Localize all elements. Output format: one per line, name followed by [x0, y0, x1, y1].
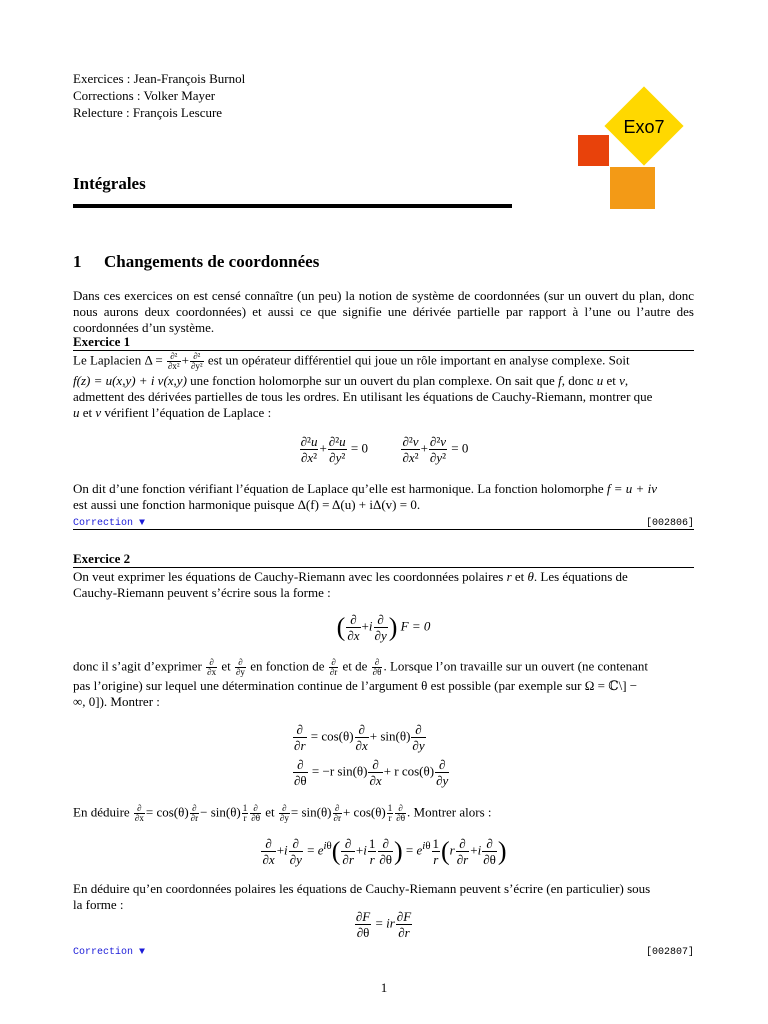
- ex2-line-1-end: . Les équations de: [533, 569, 628, 584]
- eq-v-zero: = 0: [451, 440, 469, 456]
- laplacian-frac-x: ∂² ∂x²: [167, 351, 180, 371]
- ex2-et: et: [514, 569, 525, 584]
- cauchy-riemann-operator: ( $\frac{\partial}{\partial x}$ +i $\frac{\partial}{\partial y}$ ) F = 0: [336, 612, 431, 643]
- frac-d-dr-big: $\frac{\partial}{\partial r}$: [294, 722, 306, 753]
- ex2-final-line-2: la forme :: [73, 897, 124, 912]
- credit-corrections: Corrections : Volker Mayer: [73, 88, 216, 103]
- ex2-line-4: pas l’origine) sur lequel une détermination continue de l’argument θ est possible (par exemple sur Ω = ℂ\] −: [73, 678, 638, 693]
- section-heading: [73, 254, 319, 270]
- frac-d2u-dy2: $\frac{\text{∂²u}}{\text{∂y²}}$: [328, 434, 346, 465]
- eq-F-zero: F = 0: [400, 618, 431, 634]
- credit-review: Relecture : François Lescure: [73, 105, 223, 120]
- ex1-comma: ,: [624, 373, 629, 388]
- ex2-d7: . Montrer alors :: [407, 804, 492, 820]
- polar-derivative-eq-2: [292, 757, 450, 788]
- ex1-var-f: f: [558, 373, 562, 388]
- ex2-m1b: et: [221, 658, 231, 674]
- ex1-line-1-text: est un opérateur différentiel qui joue un rôle important en analyse complexe. Soit: [207, 352, 630, 368]
- credit-exercises: Exercices : Jean-François Burnol: [73, 71, 246, 86]
- ex1-line-2: [73, 373, 694, 389]
- small-frac-d-dr: ∂ ∂r: [329, 657, 338, 677]
- ex1-var-v2: v: [95, 405, 102, 420]
- sf-dth2: ∂ ∂θ: [396, 803, 406, 823]
- frac-d-dy: $\frac{\partial}{\partial y}$: [374, 612, 387, 643]
- sf-1r2: $\frac{1}{r}$: [387, 803, 393, 823]
- ex1-line-1: Le Laplacien Δ = ∂² ∂x² + ∂² ∂y² est un opérateur différentiel qui joue un rôle important en analyse complexe. Soit: [73, 351, 630, 371]
- frac-d-dy-r1: $\frac{\partial}{\partial y}$: [412, 722, 425, 753]
- pf-dr2: $\frac{\partial}{\partial r}$: [456, 836, 469, 867]
- ex2-d1: En déduire: [73, 804, 130, 820]
- exercise-2-rule: [73, 567, 694, 568]
- small-frac-d-dtheta: ∂ ∂θ: [372, 657, 382, 677]
- ex1-et2: et: [82, 405, 93, 420]
- sf-1r: $\frac{1}{r}$: [242, 803, 248, 823]
- section-title: Changements de coordonnées: [104, 252, 320, 271]
- frac-d2v-dy2: $\frac{\text{∂²v}}{\text{∂y²}}$: [429, 434, 447, 465]
- ex2-m1e: . Lorsque l’on travaille sur un ouvert (ne contenant: [383, 658, 649, 674]
- frac-d-dx: $\frac{\partial}{\partial x}$: [347, 612, 360, 643]
- ex2-correction-link[interactable]: Correction ▼: [73, 947, 146, 958]
- exercise-1-rule: [73, 350, 694, 351]
- ex2-final-line-1: En déduire qu’en coordonnées polaires les équations de Cauchy-Riemann peuvent s’écrire (en particulier) sous: [73, 881, 651, 896]
- laplace-equations: $\frac{\text{∂²u}}{\text{∂x²}}$ + $\frac{\text{∂²u}}{\text{∂y²}}$ = 0 $\frac{\text{∂²v}}{\text{∂x²}}$ + $\frac{\text{∂²v}}{\text{∂y²}}$ = 0: [300, 434, 469, 465]
- ex1-correction-link[interactable]: Correction ▼: [73, 518, 146, 529]
- pf-dx: $\frac{\partial}{\partial x}$: [262, 836, 275, 867]
- ex1-var-u: u: [596, 373, 604, 388]
- intro-paragraph: Dans ces exercices on est censé connaître (un peu) la notion de système de coordonnées (sur un ouvert du plan, donc nous aurons deux coordonnées) et aussi ce que signifie une dérivée partielle par rapport à l’une ou l’autre des coordonnées d’un système.: [73, 288, 694, 335]
- ex2-d2: = cos(θ): [145, 804, 189, 820]
- ex2-id: [002807]: [645, 947, 694, 958]
- polar-cr-identity: $\frac{\partial}{\partial x}$ +i $\frac{\partial}{\partial y}$ = $e^{i\theta}$( $\frac{\partial}{\partial r}$ +i $\frac{1}{r}$ $\frac{\partial}{\partial\theta}$ ) = $e^{i\theta}$ $\frac{1}{r}$ (r $\frac{\partial}{\partial r}$ +i $\frac{\partial}{\partial\theta}$ ): [262, 836, 507, 867]
- ff-dF-dth: $\frac{\partial F}{\partial\theta}$: [355, 909, 371, 940]
- page-number: 1: [380, 980, 388, 995]
- ex1-line-4: [73, 405, 694, 421]
- pf-dy: $\frac{\partial}{\partial y}$: [289, 836, 302, 867]
- polar-cr-equation: $\frac{\partial F}{\partial\theta}$ = ir $\frac{\partial F}{\partial r}$: [355, 909, 412, 940]
- frac-d2v-dx2: $\frac{\text{∂²v}}{\text{∂x²}}$: [402, 434, 419, 465]
- pf-dth2: $\frac{\partial}{\partial\theta}$: [483, 836, 496, 867]
- polar-derivative-eq-1: [292, 722, 427, 753]
- pf-1r2: $\frac{1}{r}$: [432, 836, 439, 867]
- frac-d-dx-r2: $\frac{\partial}{\partial x}$: [369, 757, 382, 788]
- ex1-laplacian-text: Le Laplacien Δ =: [73, 352, 163, 368]
- ex1-var-v: v: [619, 373, 625, 388]
- ex1-correction-text-1: On dit d’une fonction vérifiant l’équation de Laplace qu’elle est harmonique. La fonction holomorphe: [73, 481, 604, 496]
- sf-dth: ∂ ∂θ: [251, 803, 261, 823]
- logo-red-square: [578, 135, 609, 166]
- exercise-1-heading: Exercice 1: [73, 334, 131, 349]
- ex2-line-2: Cauchy-Riemann peuvent s’écrire sous la forme :: [73, 585, 331, 600]
- logo-orange-square: [610, 167, 655, 209]
- exercise-2-heading: Exercice 2: [73, 551, 131, 566]
- eq-u-zero: = 0: [350, 440, 368, 456]
- ex2-line-1: [73, 569, 694, 585]
- exo7-logo: [578, 95, 688, 210]
- ex1-line-3: admettent des dérivées partielles de tous les ordres. En utilisant les équations de Cauchy-Riemann, montrer que: [73, 389, 653, 404]
- small-frac-d-dx: ∂ ∂x: [207, 657, 217, 677]
- ff-dF-dr: $\frac{\partial F}{\partial r}$: [396, 909, 412, 940]
- sf-dr2: ∂ ∂r: [333, 803, 341, 823]
- small-frac-d-dy: ∂ ∂y: [235, 657, 245, 677]
- ex2-deduce-line: [73, 804, 694, 823]
- eq-r2: = −r sin(θ): [311, 763, 368, 779]
- ex2-d4: et: [265, 804, 275, 820]
- ex2-d6: + cos(θ): [342, 804, 386, 820]
- pf-dr: $\frac{\partial}{\partial r}$: [342, 836, 354, 867]
- ex1-correction-line-2: est aussi une fonction harmonique puisque Δ(f) = Δ(u) + iΔ(v) = 0.: [73, 497, 421, 512]
- laplacian-frac-y: ∂² ∂y²: [190, 351, 203, 371]
- sf-dy: ∂ ∂y: [279, 803, 289, 823]
- pf-dth: $\frac{\partial}{\partial\theta}$: [379, 836, 392, 867]
- ex2-line-1-text: On veut exprimer les équations de Cauchy-Riemann avec les coordonnées polaires: [73, 569, 504, 584]
- ex1-var-u2: u: [73, 405, 80, 420]
- frac-d-dy-r2: $\frac{\partial}{\partial y}$: [436, 757, 449, 788]
- eq-r1: = cos(θ): [310, 728, 354, 744]
- frac-d-dtheta-big: $\frac{\partial}{\partial\theta}$: [294, 757, 307, 788]
- title-rule: [73, 204, 512, 208]
- logo-text: Exo7: [623, 117, 665, 137]
- ex2-d3: − sin(θ): [200, 804, 241, 820]
- ex1-et: et: [606, 373, 616, 388]
- eq-r2b: + r cos(θ): [383, 763, 435, 779]
- author-credits: [73, 70, 245, 121]
- ex1-correction-line-1: [73, 481, 694, 497]
- frac-d2u-dx2: $\frac{\text{∂²u}}{\text{∂x²}}$: [300, 434, 318, 465]
- ex2-m1a: donc il s’agit d’exprimer: [73, 658, 202, 674]
- ex2-m1d: et de: [342, 658, 368, 674]
- page-title: Intégrales: [73, 174, 146, 193]
- ex2-m1c: en fonction de: [250, 658, 325, 674]
- ex2-d5: = sin(θ): [290, 804, 332, 820]
- ex1-line-4-text: vérifient l’équation de Laplace :: [104, 405, 272, 420]
- ex1-correction-formula: f = u + iv: [606, 481, 657, 496]
- sf-dx: ∂ ∂x: [134, 803, 144, 823]
- ex2-var-theta: θ: [527, 569, 534, 584]
- ex2-var-r: r: [506, 569, 512, 584]
- section-number: 1: [73, 252, 82, 271]
- ex2-line-5: ∞, 0]). Montrer :: [73, 694, 160, 709]
- frac-d-dx-r1: $\frac{\partial}{\partial x}$: [355, 722, 368, 753]
- sf-dr: ∂ ∂r: [190, 803, 199, 823]
- ex1-id: [002806]: [645, 518, 694, 529]
- ex2-line-3: [73, 658, 694, 677]
- ex1-holomorphic-def: f(z) = u(x,y) + i v(x,y): [73, 373, 187, 388]
- ex1-donc: , donc: [561, 373, 594, 388]
- eq-r1b: + sin(θ): [369, 728, 411, 744]
- pf-1r: $\frac{1}{r}$: [368, 836, 376, 867]
- ex1-bottom-rule: [73, 529, 694, 530]
- ex1-line-2-text: une fonction holomorphe sur un ouvert du plan complexe. On sait que: [190, 373, 555, 388]
